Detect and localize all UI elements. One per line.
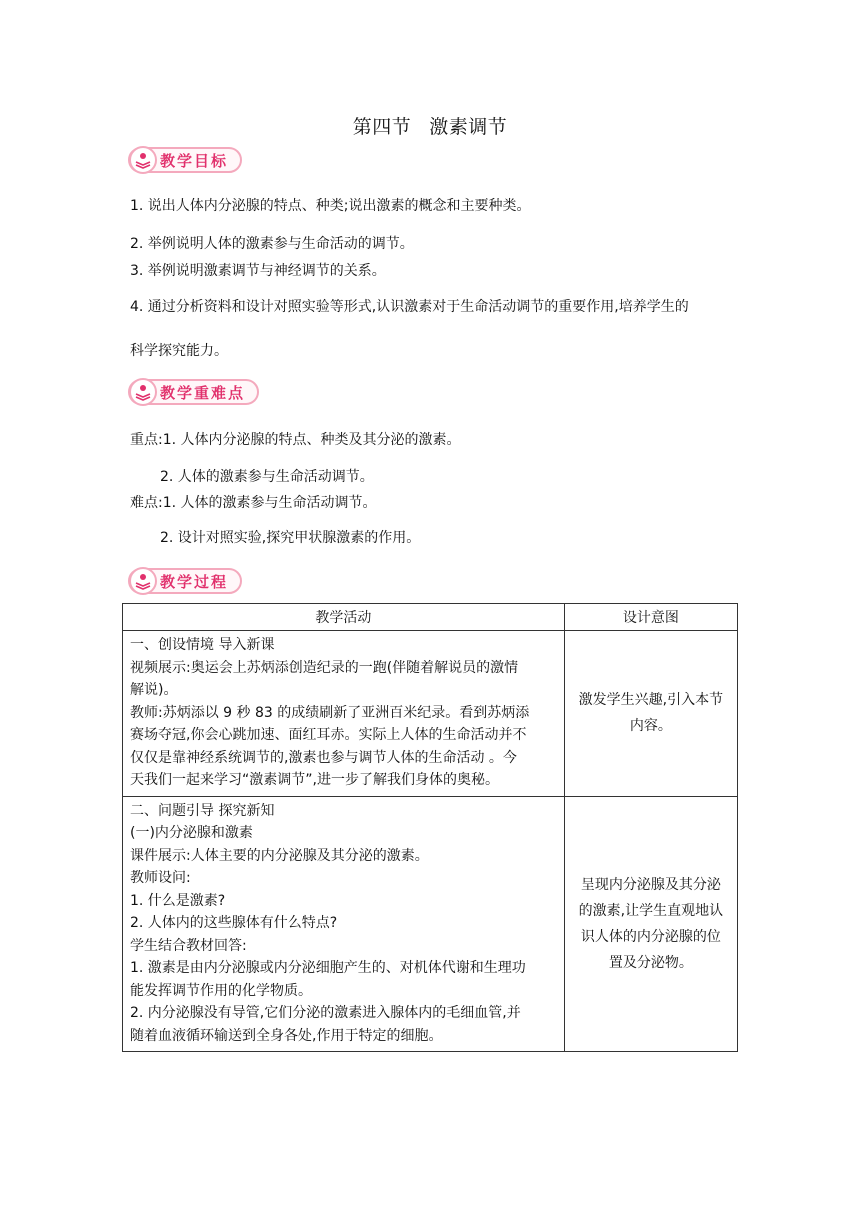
activity-line: 1. 激素是由内分泌腺或内分泌细胞产生的、对机体代谢和生理功 [130, 960, 526, 976]
activity-line: (一)内分泌腺和激素 [130, 825, 253, 841]
intent-line: 置及分泌物。 [608, 954, 693, 971]
teaching-process-table [122, 603, 738, 1052]
activity-line: 能发挥调节作用的化学物质。 [130, 982, 312, 999]
intent-cell [564, 796, 737, 1052]
activity-line: 2. 人体内的这些腺体有什么特点? [130, 915, 338, 931]
section-badge-keypoints [128, 379, 259, 405]
header-activity: 教学活动 [123, 604, 565, 631]
intent-line: 的激素,让学生直观地认 [578, 902, 724, 919]
activity-line: 解说)。 [130, 682, 178, 698]
objective-item: 2. 举例说明人体的激素参与生命活动的调节。 [130, 236, 414, 252]
activity-cell [123, 796, 565, 1052]
activity-line: 视频展示:奥运会上苏炳添创造纪录的一跑(伴随着解说员的激情 [130, 659, 519, 676]
activity-line: 仅仅是靠神经系统调节的,激素也参与调节人体的生命活动 。今 [130, 749, 517, 766]
book-icon [128, 145, 158, 175]
activity-line: 随着血液循环输送到全身各处,作用于特定的细胞。 [130, 1027, 443, 1044]
title-section-number: 第四节 [352, 116, 412, 138]
section-title-keypoints: 教学重难点 [160, 383, 246, 402]
intent-line: 内容。 [629, 718, 672, 735]
section-title-objectives: 教学目标 [160, 151, 229, 170]
activity-line: 教师:苏炳添以 9 秒 83 的成绩刷新了亚洲百米纪录。看到苏炳添 [130, 704, 530, 721]
table-header-row [123, 604, 738, 631]
book-icon [128, 377, 158, 407]
keypoint-item: 重点:1. 人体内分泌腺的特点、种类及其分泌的激素。 [130, 432, 461, 448]
table-row [123, 631, 738, 797]
activity-line: 学生结合教材回答: [130, 937, 247, 954]
activity-line: 赛场夺冠,你会心跳加速、面红耳赤。实际上人体的生命活动并不 [130, 727, 527, 743]
activity-line: 一、创设情境 导入新课 [130, 637, 275, 653]
objective-item: 4. 通过分析资料和设计对照实验等形式,认识激素对于生命活动调节的重要作用,培养学生的 [130, 299, 689, 315]
intent-line: 识人体的内分泌腺的位 [580, 928, 721, 945]
activity-line: 课件展示:人体主要的内分泌腺及其分泌的激素。 [130, 847, 429, 864]
activity-line: 教师设问: [130, 870, 191, 886]
activity-line: 二、问题引导 探究新知 [130, 802, 275, 819]
activity-line: 天我们一起来学习“激素调节”,进一步了解我们身体的奥秘。 [130, 772, 499, 788]
keypoint-item: 难点:1. 人体的激素参与生命活动调节。 [130, 495, 377, 511]
objective-item: 科学探究能力。 [130, 343, 228, 359]
intent-cell [564, 631, 737, 797]
activity-cell [123, 631, 565, 797]
header-intent: 设计意图 [564, 604, 737, 631]
page-title [0, 112, 860, 139]
objective-item: 3. 举例说明激素调节与神经调节的关系。 [130, 263, 386, 279]
intent-line: 激发学生兴趣,引入本节 [578, 692, 724, 709]
activity-line: 1. 什么是激素? [130, 892, 226, 909]
keypoint-item: 2. 人体的激素参与生命活动调节。 [160, 469, 374, 485]
keypoint-item: 2. 设计对照实验,探究甲状腺激素的作用。 [160, 530, 421, 546]
table-row [123, 796, 738, 1052]
book-icon [128, 566, 158, 596]
objective-item: 1. 说出人体内分泌腺的特点、种类;说出激素的概念和主要种类。 [130, 198, 531, 214]
intent-line: 呈现内分泌腺及其分泌 [580, 876, 721, 893]
section-title-process: 教学过程 [160, 572, 229, 591]
title-topic: 激素调节 [429, 116, 508, 138]
section-badge-process [128, 568, 242, 594]
activity-line: 2. 内分泌腺没有导管,它们分泌的激素进入腺体内的毛细血管,并 [130, 1005, 521, 1021]
section-badge-objectives [128, 147, 242, 173]
